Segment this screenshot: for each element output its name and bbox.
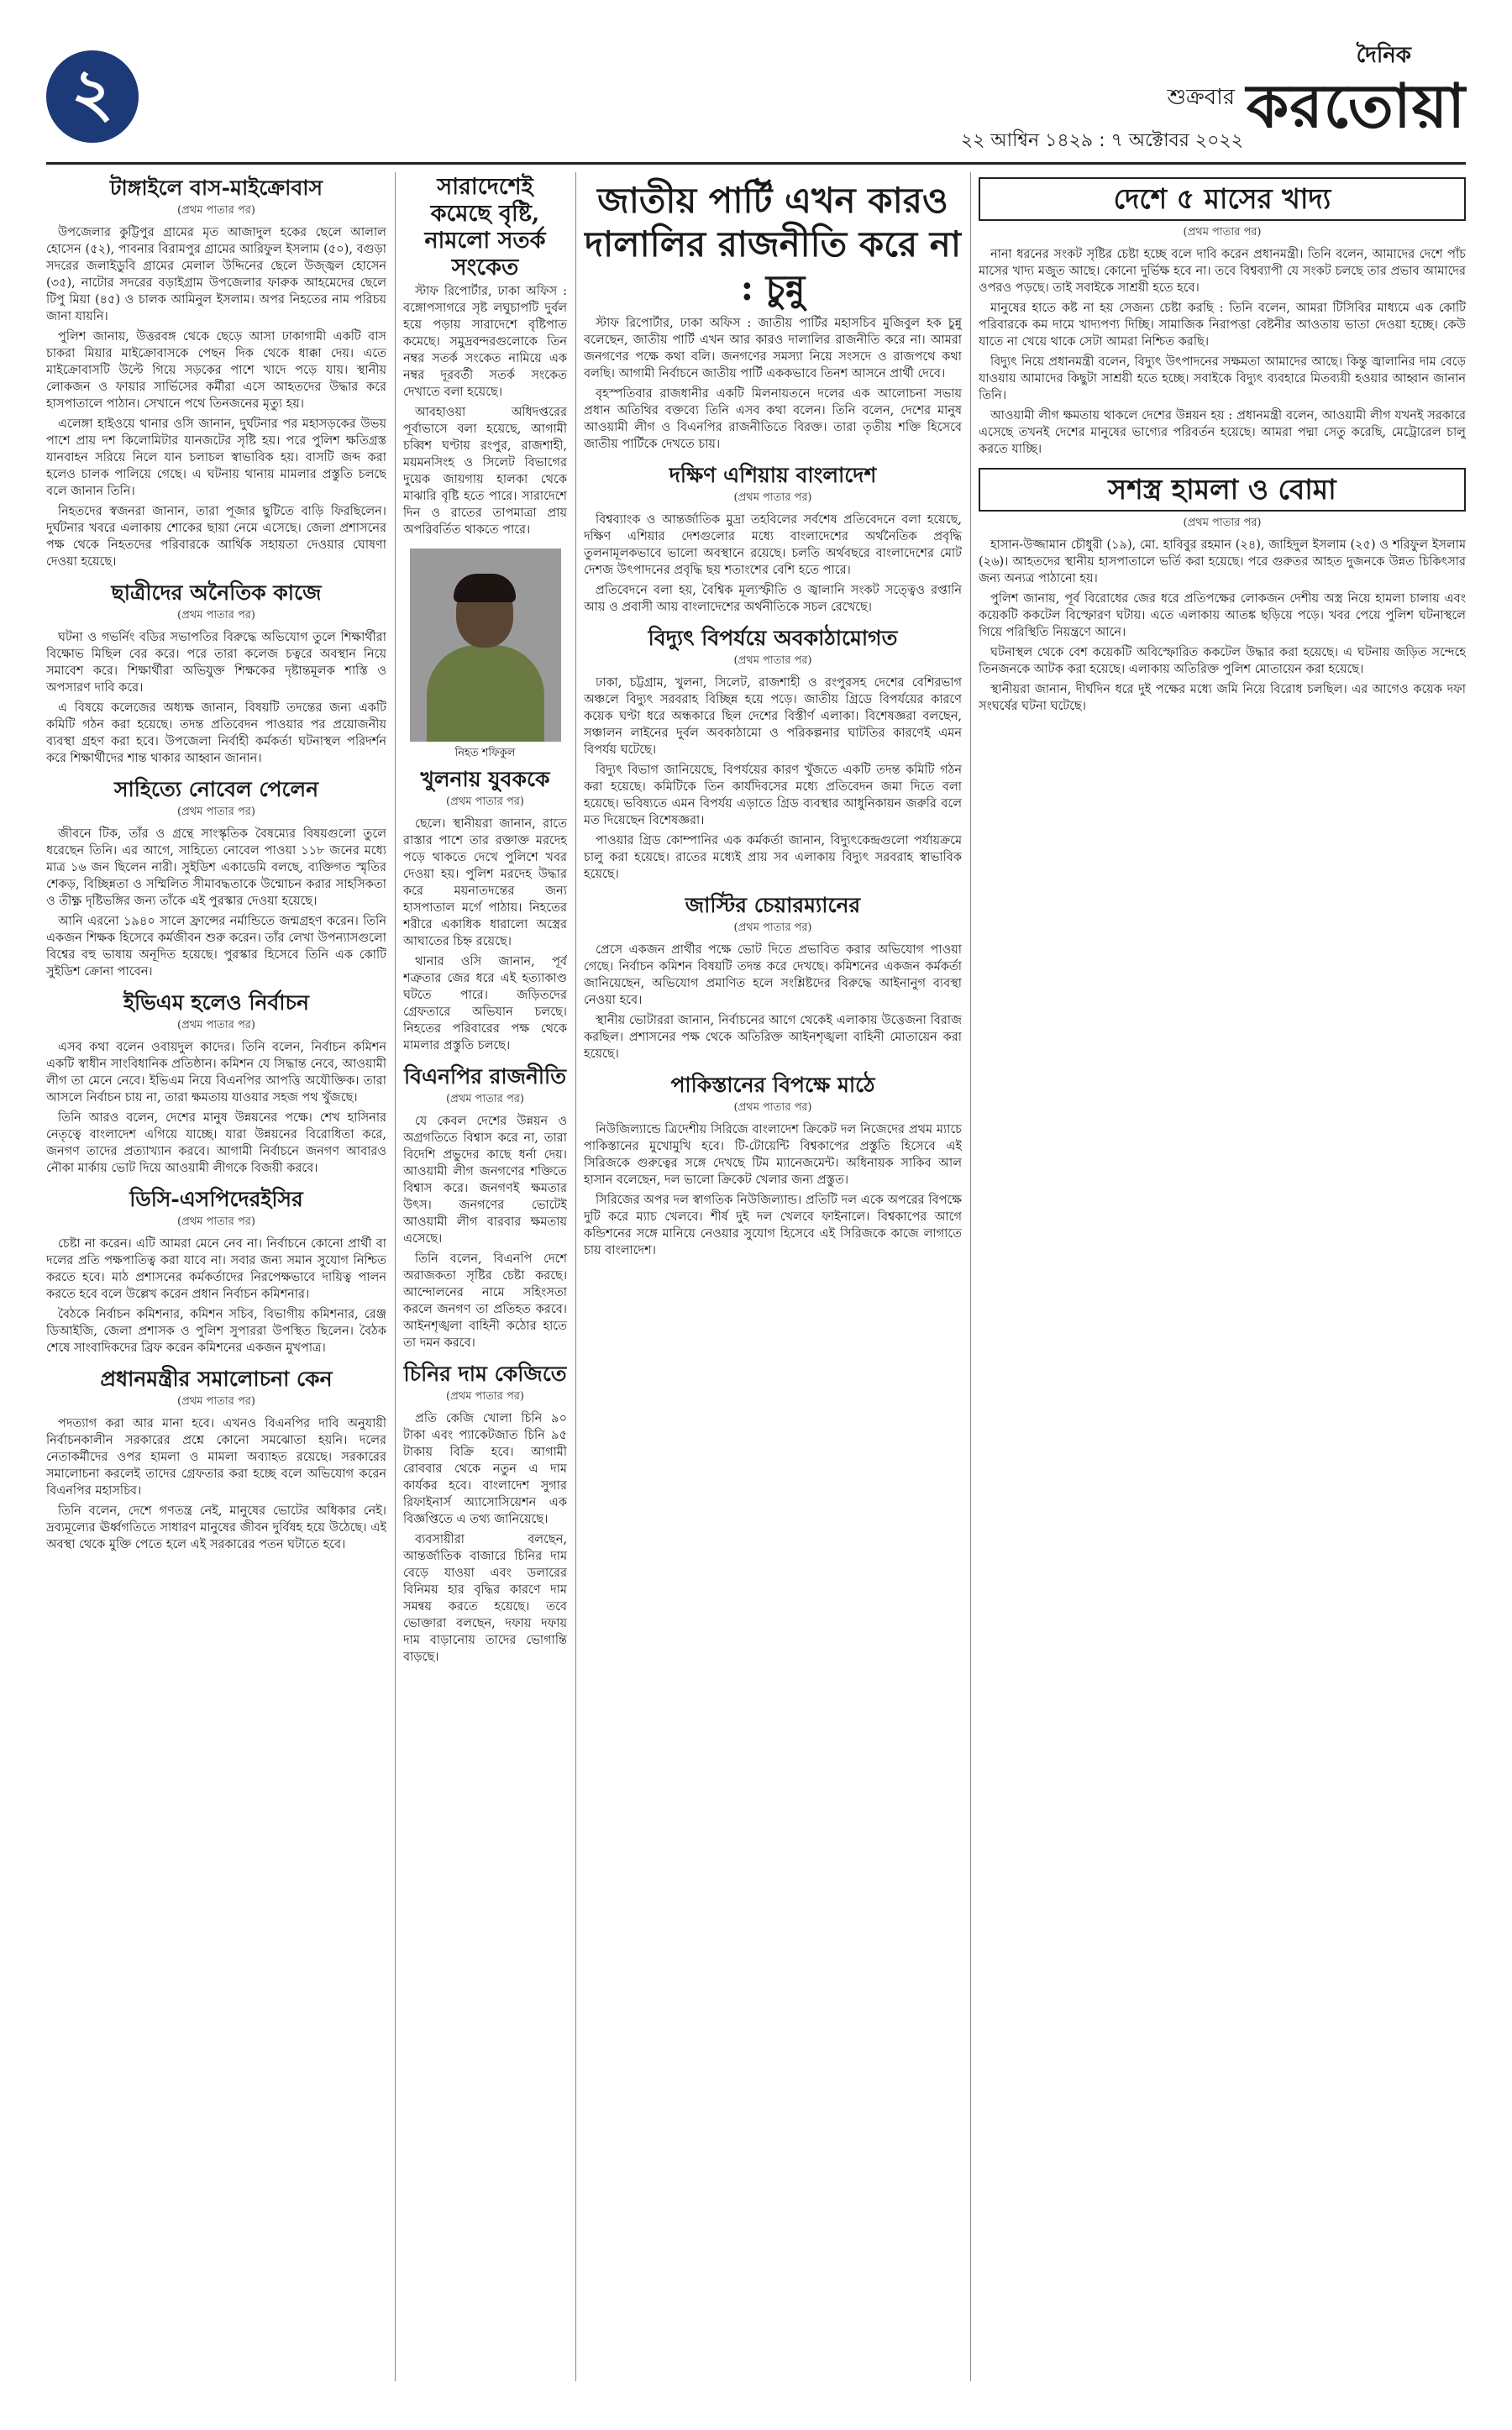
continued-note: (প্রথম পাতার পর) [177, 1215, 255, 1228]
article-bus-accident [46, 176, 386, 570]
headline: সাহিত্যে নোবেল পেলেন [113, 777, 319, 801]
paragraph: মানুষের হাতে কষ্ট না হয় সেজন্য চেষ্টা করছি : তিনি বলেন, আমরা টিসিবির মাধ্যমে এক কোটি পরিবারকে কম দামে খাদ্যপণ্য দিচ্ছি। সামাজিক নিরাপত্তা বেষ্টনীর আওতায় ভাতা দেওয়া হচ্ছে। কেউ যাতে না খেয়ে থাকে সেটা আমরা নিশ্চিত করছি। [979, 302, 1466, 349]
paragraph: আনি এরনো ১৯৪০ সালে ফ্রান্সের নর্মান্ডিতে জন্মগ্রহণ করেন। তিনি একজন শিক্ষক হিসেবে কর্মজীবন শুরু করেন। তাঁর লেখা উপন্যাসগুলো বিশ্বের বহু ভাষায় অনূদিত হয়েছে। পুরস্কার হিসেবে তিনি এক কোটি সুইডিশ ক্রোনা পাবেন। [46, 915, 386, 979]
issue-date: ২২ আশ্বিন ১৪২৯ : ৭ অক্টোবর ২০২২ [960, 130, 1243, 151]
article-chairman [584, 893, 962, 1063]
headline: সশস্ত্র হামলা ও বোমা [979, 468, 1466, 512]
column-divider [575, 172, 576, 2381]
paragraph: বিশ্বব্যাংক ও আন্তর্জাতিক মুদ্রা তহবিলের সর্বশেষ প্রতিবেদনে বলা হয়েছে, দক্ষিণ এশিয়ার দেশগুলোর মধ্যে বাংলাদেশের অর্থনৈতিক প্রবৃদ্ধি তুলনামূলকভাবে ভালো অবস্থানে রয়েছে। চলতি অর্থবছরে বাংলাদেশের মোট দেশজ উৎপাদনের প্রবৃদ্ধি ছয় শতাংশের বেশি হতে পারে। [584, 513, 962, 577]
paragraph: বৈঠকে নির্বাচন কমিশনার, কমিশন সচিব, বিভাগীয় কমিশনার, রেঞ্জ ডিআইজি, জেলা প্রশাসক ও পুলিশ সুপাররা উপস্থিত ছিলেন। বৈঠক শেষে সাংবাদিকদের ব্রিফ করেন কমিশনের একজন মুখপাত্র। [46, 1308, 386, 1355]
article-pm-criticism [46, 1367, 386, 1553]
paragraph: স্থানীয় ভোটাররা জানান, নির্বাচনের আগে থেকেই এলাকায় উত্তেজনা বিরাজ করছিল। প্রশাসনের পক্ষ থেকে অতিরিক্ত আইনশৃঙ্খলা বাহিনী মোতায়েন করা হয়েছে। [584, 1014, 962, 1061]
headline: ডিসি-এসপিদেরইসির [129, 1187, 303, 1211]
continued-note: (প্রথম পাতার পর) [177, 1019, 255, 1031]
headline: টাঙ্গাইলে বাস-মাইক্রোবাস [109, 176, 323, 200]
paragraph: হাসান-উজ্জামান চৌধুরী (১৯), মো. হাবিবুর রহমান (২৪), জাহিদুল ইসলাম (২৫) ও শরিফুল ইসলাম (২৬)। আহতদের স্থানীয় হাসপাতালে ভর্তি করা হয়েছে। পরে গুরুতর আহত দুজনকে উন্নত চিকিৎসার জন্য অন্যত্র পাঠানো হয়। [979, 538, 1466, 585]
article-power-grid [584, 626, 962, 883]
headline: প্রধানমন্ত্রীর সমালোচনা কেন [100, 1367, 333, 1391]
article-armed-attack [979, 468, 1466, 715]
continued-note: (প্রথম পাতার পর) [733, 654, 812, 667]
headline: দক্ষিণ এশিয়ায় বাংলাদেশ [669, 463, 877, 487]
column-divider [970, 172, 971, 2381]
continued-note: (প্রথম পাতার পর) [177, 1395, 255, 1408]
continued-note: (প্রথম পাতার পর) [446, 1093, 524, 1105]
paragraph: ব্যবসায়ীরা বলছেন, আন্তর্জাতিক বাজারে চিনির দাম বেড়ে যাওয়া এবং ডলারের বিনিময় হার বৃদ্ধির কারণে দাম সমন্বয় করতে হয়েছে। তবে ভোক্তারা বলছেন, দফায় দফায় দাম বাড়ানোয় তাদের ভোগান্তি বাড়ছে। [403, 1533, 567, 1664]
column-3 [584, 172, 962, 2381]
paragraph: স্টাফ রিপোর্টার, ঢাকা অফিস : জাতীয় পার্টির মহাসচিব মুজিবুল হক চুন্নু বলেছেন, জাতীয় পার্টি এখন আর কারও দালালির রাজনীতি করে না। আমরা জনগণের পক্ষে কথা বলি। জনগণের সমস্যা নিয়ে সংসদে ও রাজপথে কথা বলছি। আগামী নির্বাচনে জাতীয় পার্টি এককভাবে তিনশ আসনে প্রার্থী দেবে। [584, 317, 962, 381]
headline: জাস্টির চেয়ারম্যানের [685, 893, 861, 917]
page-number: ২ [46, 50, 139, 143]
news-photo [410, 548, 561, 742]
article-bnp [403, 1064, 567, 1351]
headline: চিনির দাম কেজিতে [403, 1362, 567, 1386]
paragraph: তিনি বলেন, বিএনপি দেশে অরাজকতা সৃষ্টির চেষ্টা করছে। আন্দোলনের নামে সহিংসতা করলে জনগণ তা প্রতিহত করবে। আইনশৃঙ্খলা বাহিনী কঠোর হাতে তা দমন করবে। [403, 1252, 567, 1350]
headline: বিদ্যুৎ বিপর্যয়ে অবকাঠামোগত [648, 626, 898, 650]
paragraph: স্টাফ রিপোর্টার, ঢাকা অফিস : বঙ্গোপসাগরে সৃষ্ট লঘুচাপটি দুর্বল হয়ে পড়ায় সারাদেশে বৃষ্টিপাত কমেছে। সমুদ্রবন্দরগুলোকে তিন নম্বর সতর্ক সংকেত নামিয়ে এক নম্বর দূরবর্তী সতর্ক সংকেত দেখাতে বলা হয়েছে। [403, 285, 567, 399]
paragraph: ছেলে। স্থানীয়রা জানান, রাতে রাস্তার পাশে তার রক্তাক্ত মরদেহ পড়ে থাকতে দেখে পুলিশে খবর দেওয়া হয়। পুলিশ মরদেহ উদ্ধার করে ময়নাতদন্তের জন্য হাসপাতাল মর্গে পাঠায়। নিহতের শরীরে একাধিক ধারালো অস্ত্রের আঘাতের চিহ্ন রয়েছে। [403, 817, 567, 948]
article-south-asia [584, 463, 962, 616]
paragraph: পাওয়ার গ্রিড কোম্পানির এক কর্মকর্তা জানান, বিদ্যুৎকেন্দ্রগুলো পর্যায়ক্রমে চালু করা হয়েছে। রাতের মধ্যেই প্রায় সব এলাকায় বিদ্যুৎ সরবরাহ স্বাভাবিক হয়েছে। [584, 834, 962, 881]
headline: ছাত্রীদের অনৈতিক কাজে [111, 580, 322, 605]
article-jatiya-party [584, 179, 962, 453]
masthead-rule [46, 162, 1466, 165]
article-cricket [584, 1073, 962, 1259]
issue-day: শুক্রবার [1167, 85, 1235, 110]
paragraph: বিদ্যুৎ নিয়ে প্রধানমন্ত্রী বলেন, বিদ্যুৎ উৎপাদনের সক্ষমতা আমাদের আছে। কিন্তু জ্বালানির দাম বেড়ে যাওয়ায় আমাদের কিছুটা সাশ্রয়ী হতে হচ্ছে। সবাইকে বিদ্যুৎ ব্যবহারে মিতব্যয়ী হওয়ার আহ্বান জানান তিনি। [979, 355, 1466, 402]
article-dc-sp [46, 1187, 386, 1357]
continued-note: (প্রথম পাতার পর) [1183, 517, 1262, 529]
headline: পাকিস্তানের বিপক্ষে মাঠে [670, 1073, 875, 1097]
article-weather [403, 174, 567, 538]
headline: সারাদেশেই কমেছে বৃষ্টি, নামলো সতর্ক সংকেত [424, 174, 546, 281]
paragraph: বিদ্যুৎ বিভাগ জানিয়েছে, বিপর্যয়ের কারণ খুঁজতে একটি তদন্ত কমিটি গঠন করা হয়েছে। কমিটিকে তিন কার্যদিবসের মধ্যে প্রতিবেদন জমা দিতে বলা হয়েছে। ভবিষ্যতে এমন বিপর্যয় এড়াতে গ্রিড ব্যবস্থার আধুনিকায়ন জরুরি বলে মত দিয়েছেন বিশেষজ্ঞরা। [584, 764, 962, 827]
continued-note: (প্রথম পাতার পর) [1183, 226, 1262, 239]
article-nobel [46, 777, 386, 980]
continued-note: (প্রথম পাতার পর) [177, 806, 255, 818]
paragraph: বৃহস্পতিবার রাজধানীর একটি মিলনায়তনে দলের এক আলোচনা সভায় প্রধান অতিথির বক্তব্যে তিনি এসব কথা বলেন। তিনি বলেন, দেশের মানুষ আওয়ামী লীগ ও বিএনপির রাজনীতিতে বিরক্ত। তারা তৃতীয় শক্তি হিসেবে জাতীয় পার্টিকে দেখতে চায়। [584, 387, 962, 451]
paragraph: ঘটনা ও গভর্নিং বডির সভাপতির বিরুদ্ধে অভিযোগ তুলে শিক্ষার্থীরা বিক্ষোভ মিছিল বের করে। পরে তারা কলেজ চত্বরে অবস্থান নিয়ে সমাবেশ করে। শিক্ষার্থীরা অভিযুক্ত শিক্ষকের দৃষ্টান্তমূলক শাস্তি ও অপসারণ দাবি করে। [46, 631, 386, 695]
paragraph: আওয়ামী লীগ ক্ষমতায় থাকলে দেশের উন্নয়ন হয় : প্রধানমন্ত্রী বলেন, আওয়ামী লীগ যখনই সরকারে এসেছে তখনই দেশের মানুষের ভাগ্যের পরিবর্তন হয়েছে। আমরা পদ্মা সেতু করেছি, মেট্রোরেল চালু করতে যাচ্ছি। [979, 409, 1466, 456]
headline: ইভিএম হলেও নির্বাচন [123, 990, 309, 1015]
article-khulna [403, 767, 567, 1054]
article-sugar [403, 1362, 567, 1666]
paragraph: উপজেলার কুট্টিপুর গ্রামের মৃত আজাদুল হকের ছেলে আলাল হোসেন (৫২), পাবনার বিরামপুর গ্রামের আরিফুল ইসলাম (৫০), বগুড়া সদরের জলাইডুবি গ্রামের মেলাল উদ্দিনের ছেলে উজ্জ্বল হোসেন (৩৫), নাটোর সদরের বড়াইগ্রাম উপজেলার ফারুক আহমেদের ছেলে টিপু মিয়া (৪৫) ও চালক আমিনুল ইসলাম। অপর নিহতের নাম পরিচয় জানা যায়নি। [46, 226, 386, 323]
paragraph: নিহতদের স্বজনরা জানান, তারা পূজার ছুটিতে বাড়ি ফিরছিলেন। দুর্ঘটনার খবরে এলাকায় শোকের ছায়া নেমে এসেছে। জেলা প্রশাসনের পক্ষ থেকে নিহতদের পরিবারকে আর্থিক সহায়তা দেওয়ার ঘোষণা দেওয়া হয়েছে। [46, 505, 386, 569]
paragraph: স্থানীয়রা জানান, দীর্ঘদিন ধরে দুই পক্ষের মধ্যে জমি নিয়ে বিরোধ চলছিল। এর আগেও কয়েক দফা সংঘর্ষের ঘটনা ঘটেছে। [979, 683, 1466, 713]
paragraph: প্রতিবেদনে বলা হয়, বৈশ্বিক মূল্যস্ফীতি ও জ্বালানি সংকট সত্ত্বেও রপ্তানি আয় ও প্রবাসী আয় বাংলাদেশের অর্থনীতিকে সচল রেখেছে। [584, 584, 962, 614]
paragraph: সিরিজের অপর দল স্বাগতিক নিউজিল্যান্ড। প্রতিটি দল একে অপরের বিপক্ষে দুটি করে ম্যাচ খেলবে। শীর্ষ দুই দল খেলবে ফাইনালে। বিশ্বকাপের আগে কন্ডিশনের সঙ্গে মানিয়ে নেওয়ার সুযোগ হিসেবে এই সিরিজকে কাজে লাগাতে চায় বাংলাদেশ। [584, 1194, 962, 1257]
article-evm [46, 990, 386, 1177]
paragraph: পুলিশ জানায়, উত্তরবঙ্গ থেকে ছেড়ে আসা ঢাকাগামী একটি বাস চাকরা মিয়ার মাইক্রোবাসকে পেছন দিক থেকে ধাক্কা দেয়। এতে মাইক্রোবাসটি উল্টে গিয়ে সড়কের পাশে খাদে পড়ে যায়। স্থানীয় লোকজন ও ফায়ার সার্ভিসের কর্মীরা এসে আহতদের উদ্ধার করে হাসপাতালে পাঠান। সেখানে পথে তিনজনের মৃত্যু হয়। [46, 330, 386, 411]
paragraph: নিউজিল্যান্ডে ত্রিদেশীয় সিরিজে বাংলাদেশ ক্রিকেট দল নিজেদের প্রথম ম্যাচে পাকিস্তানের মুখোমুখি হবে। টি-টোয়েন্টি বিশ্বকাপের প্রস্তুতি হিসেবে এই সিরিজকে গুরুত্বের সঙ্গে দেখছে টিম ম্যানেজমেন্ট। অধিনায়ক সাকিব আল হাসান বলেছেন, দল ভালো ক্রিকেট খেলার জন্য প্রস্তুত। [584, 1123, 962, 1187]
paragraph: আবহাওয়া অধিদপ্তরের পূর্বাভাসে বলা হয়েছে, আগামী চব্বিশ ঘণ্টায় রংপুর, রাজশাহী, ময়মনসিংহ ও সিলেট বিভাগের দুয়েক জায়গায় হালকা থেকে মাঝারি বৃষ্টি হতে পারে। সারাদেশে দিন ও রাতের তাপমাত্রা প্রায় অপরিবর্তিত থাকতে পারে। [403, 406, 567, 537]
paragraph: পুলিশ জানায়, পূর্ব বিরোধের জের ধরে প্রতিপক্ষের লোকজন দেশীয় অস্ত্র নিয়ে হামলা চালায় এবং কয়েকটি ককটেল বিস্ফোরণ ঘটায়। এতে এলাকায় আতঙ্ক ছড়িয়ে পড়ে। খবর পেয়ে পুলিশ ঘটনাস্থলে গিয়ে পরিস্থিতি নিয়ন্ত্রণে আনে। [979, 592, 1466, 639]
continued-note: (প্রথম পাতার পর) [733, 491, 812, 504]
photo-caption: নিহত শফিকুল [454, 747, 516, 759]
paragraph: যে কেবল দেশের উন্নয়ন ও অগ্রগতিতে বিশ্বাস করে না, তারা বিদেশি প্রভুদের কাছে ধর্না দেয়। আওয়ামী লীগ জনগণের শক্তিতে বিশ্বাস করে। জনগণই ক্ষমতার উৎস। জনগণের ভোটেই আওয়ামী লীগ বারবার ক্ষমতায় এসেছে। [403, 1115, 567, 1246]
paragraph: চেষ্টা না করেন। এটি আমরা মেনে নেব না। নির্বাচনে কোনো প্রার্থী বা দলের প্রতি পক্ষপাতিত্ব করা যাবে না। সবার জন্য সমান সুযোগ নিশ্চিত করতে হবে। মাঠ প্রশাসনের কর্মকর্তাদের নিরপেক্ষভাবে দায়িত্ব পালন করতে হবে বলে উল্লেখ করেন প্রধান নির্বাচন কমিশনার। [46, 1237, 386, 1301]
headline: দেশে ৫ মাসের খাদ্য [979, 177, 1466, 221]
paragraph: প্রেসে একজন প্রার্থীর পক্ষে ভোট দিতে প্রভাবিত করার অভিযোগ পাওয়া গেছে। নির্বাচন কমিশন বিষয়টি তদন্ত করে দেখছে। কমিশনের একজন কর্মকর্তা জানিয়েছেন, অভিযোগ প্রমাণিত হলে সংশ্লিষ্টদের বিরুদ্ধে আইনানুগ ব্যবস্থা নেওয়া হবে। [584, 943, 962, 1007]
column-1 [46, 172, 386, 2381]
paragraph: এলেঙ্গা হাইওয়ে থানার ওসি জানান, দুর্ঘটনার পর মহাসড়কের উভয় পাশে প্রায় দশ কিলোমিটার যানজটের সৃষ্টি হয়। পরে পুলিশ ক্ষতিগ্রস্ত যানবাহন সরিয়ে নিলে যান চলাচল স্বাভাবিক হয়। বাসটি জব্দ করা হলেও চালক পালিয়ে গেছে। এ ঘটনায় থানায় মামলার প্রস্তুতি চলছে বলে জানান তিনি। [46, 417, 386, 498]
paragraph: প্রতি কেজি খোলা চিনি ৯০ টাকা এবং প্যাকেটজাত চিনি ৯৫ টাকায় বিক্রি হবে। আগামী রোববার থেকে নতুন এ দাম কার্যকর হবে। বাংলাদেশ সুগার রিফাইনার্স অ্যাসোসিয়েশন এক বিজ্ঞপ্তিতে এ তথ্য জানিয়েছে। [403, 1412, 567, 1526]
paragraph: থানার ওসি জানান, পূর্ব শত্রুতার জের ধরে এই হত্যাকাণ্ড ঘটতে পারে। জড়িতদের গ্রেফতারে অভিযান চলছে। নিহতের পরিবারের পক্ষ থেকে মামলার প্রস্তুতি চলছে। [403, 955, 567, 1052]
article-food-stock [979, 177, 1466, 458]
column-4 [979, 172, 1466, 2381]
column-divider [395, 172, 396, 2381]
headline: বিএনপির রাজনীতি [404, 1064, 566, 1089]
lead-headline: জাতীয় পার্টি এখন কারও দালালির রাজনীতি করে না : চুন্নু [584, 180, 962, 308]
paragraph: নানা ধরনের সংকট সৃষ্টির চেষ্টা হচ্ছে বলে দাবি করেন প্রধানমন্ত্রী। তিনি বলেন, আমাদের দেশে পাঁচ মাসের খাদ্য মজুত আছে। কোনো দুর্ভিক্ষ হবে না। তবে বিশ্বব্যাপী যে সংকট চলছে তার প্রভাব আমাদের ওপরও পড়ছে। তাই সবাইকে সাশ্রয়ী হতে হবে। [979, 248, 1466, 295]
paragraph: এ বিষয়ে কলেজের অধ্যক্ষ জানান, বিষয়টি তদন্তের জন্য একটি কমিটি গঠন করা হয়েছে। তদন্ত প্রতিবেদন পাওয়ার পর প্রয়োজনীয় ব্যবস্থা গ্রহণ করা হবে। উপজেলা নির্বাহী কর্মকর্তা ঘটনাস্থল পরিদর্শন করে শিক্ষার্থীদের শান্ত থাকার আহ্বান জানান। [46, 701, 386, 765]
headline: খুলনায় যুবককে [420, 767, 550, 791]
paragraph: জীবনে টিক, তাঁর ও গ্রন্থে সাংস্কৃতিক বৈষম্যের বিষয়গুলো তুলে ধরেছেন তিনি। এর আগে, সাহিত্যে নোবেল পাওয়া ১১৮ জনের মধ্যে মাত্র ১৬ জন ছিলেন নারী। সুইডিশ একাডেমি বলছে, ব্যক্তিগত স্মৃতির শেকড়, বিচ্ছিন্নতা ও সম্মিলিত সীমাবদ্ধতাকে উন্মোচন করার সাহসিকতা ও তীক্ষ্ণ দৃষ্টিভঙ্গির জন্য তাঁকে এই পুরস্কার দেওয়া হয়েছে। [46, 827, 386, 908]
continued-note: (প্রথম পাতার পর) [446, 795, 524, 808]
paragraph: ঘটনাস্থল থেকে বেশ কয়েকটি অবিস্ফোরিত ককটেল উদ্ধার করা হয়েছে। এ ঘটনায় জড়িত সন্দেহে তিনজনকে আটক করা হয়েছে। এলাকায় অতিরিক্ত পুলিশ মোতায়েন করা হয়েছে। [979, 646, 1466, 676]
paragraph: এসব কথা বলেন ওবায়দুল কাদের। তিনি বলেন, নির্বাচন কমিশন একটি স্বাধীন সাংবিধানিক প্রতিষ্ঠান। কমিশন যে সিদ্ধান্ত নেবে, আওয়ামী লীগ তা মেনে নেবে। ইভিএম নিয়ে বিএনপির আপত্তি অযৌক্তিক। তারা আসলে নির্বাচন চায় না, তারা ক্ষমতায় যাওয়ার সহজ পথ খুঁজছে। [46, 1041, 386, 1105]
continued-note: (প্রথম পাতার পর) [733, 921, 812, 934]
article-college [46, 580, 386, 767]
masthead-daily: দৈনিক [1356, 43, 1411, 68]
paragraph: তিনি আরও বলেন, দেশের মানুষ উন্নয়নের পক্ষে। শেখ হাসিনার নেতৃত্বে বাংলাদেশ এগিয়ে যাচ্ছে। যারা উন্নয়নের বিরোধিতা করে, জনগণ তাদের প্রত্যাখ্যান করবে। আগামী নির্বাচনে জনগণ আবারও নৌকা মার্কায় ভোট দিয়ে আওয়ামী লীগকে বিজয়ী করবে। [46, 1111, 386, 1175]
masthead-logo: করতোয়া [1246, 71, 1466, 141]
paragraph: তিনি বলেন, দেশে গণতন্ত্র নেই, মানুষের ভোটের অধিকার নেই। দ্রব্যমূল্যের ঊর্ধ্বগতিতে সাধারণ মানুষের জীবন দুর্বিষহ হয়ে উঠেছে। এই অবস্থা থেকে মুক্তি পেতে হলে এই সরকারের পতন ঘটাতে হবে। [46, 1504, 386, 1551]
column-2 [403, 172, 567, 2381]
paragraph: ঢাকা, চট্টগ্রাম, খুলনা, সিলেট, রাজশাহী ও রংপুরসহ দেশের বেশিরভাগ অঞ্চলে বিদ্যুৎ সরবরাহ বিচ্ছিন্ন হয়ে পড়ে। জাতীয় গ্রিডে বিপর্যয়ের কারণে কয়েক ঘণ্টা ধরে অন্ধকারে ছিল দেশের বিস্তীর্ণ এলাকা। বিশেষজ্ঞরা বলছেন, সঞ্চালন লাইনের দুর্বল অবকাঠামো ও পরিকল্পনার ঘাটতির কারণেই এমন বিপর্যয় ঘটেছে। [584, 676, 962, 757]
paragraph: পদত্যাগ করা আর মানা হবে। এখনও বিএনপির দাবি অনুযায়ী নির্বাচনকালীন সরকারের প্রশ্নে কোনো সমঝোতা হয়নি। দলের নেতাকর্মীদের ওপর হামলা ও মামলা অব্যাহত রয়েছে। সরকারের সমালোচনা করলেই তাদের গ্রেফতার করা হচ্ছে বলে অভিযোগ করেন বিএনপির মহাসচিব। [46, 1417, 386, 1498]
continued-note: (প্রথম পাতার পর) [446, 1390, 524, 1403]
continued-note: (প্রথম পাতার পর) [733, 1101, 812, 1114]
continued-note: (প্রথম পাতার পর) [177, 609, 255, 622]
continued-note: (প্রথম পাতার পর) [177, 204, 255, 217]
